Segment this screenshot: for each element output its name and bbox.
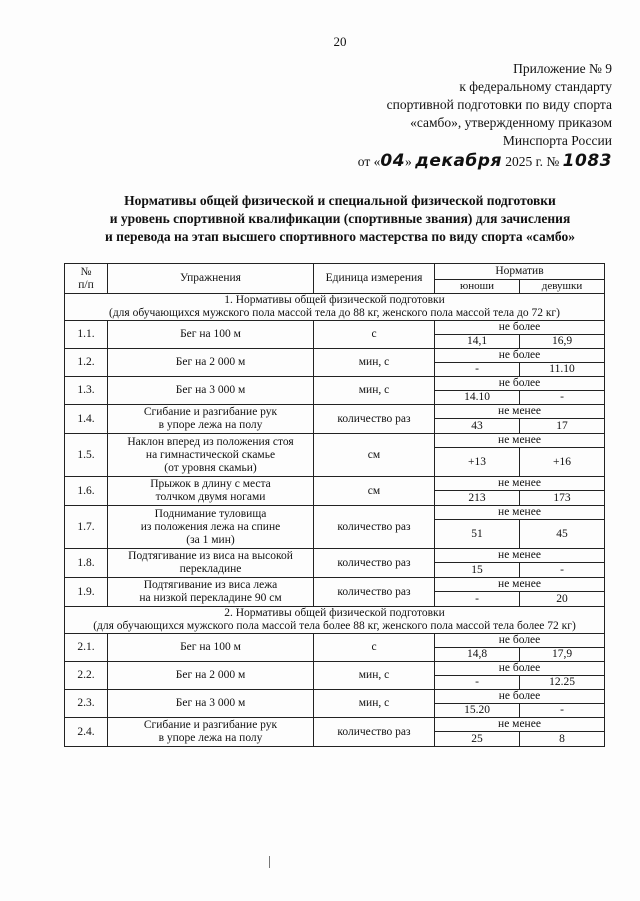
exercise-line: Сгибание и разгибание рук <box>143 719 278 731</box>
condition-cell: не более <box>435 690 605 704</box>
document-title <box>60 192 620 246</box>
order-year: 2025 г. № <box>501 154 563 169</box>
exercise-name <box>108 549 314 578</box>
condition-cell: не более <box>435 662 605 676</box>
row-number: 1.3. <box>65 377 108 405</box>
condition-cell: не менее <box>435 405 605 419</box>
appendix-line: к федеральному стандарту <box>459 79 612 94</box>
girls-value: 12.25 <box>520 676 605 690</box>
table-row <box>65 477 605 491</box>
boys-value: 14,1 <box>435 335 520 349</box>
section-subtitle-text: (для обучающихся мужского пола массой тела более 88 кг, женского пола массой тела более 72 кг) <box>93 620 576 632</box>
exercise-line: Прыжок в длину с места <box>150 478 271 490</box>
order-day: 04 <box>380 151 406 171</box>
condition-cell: не более <box>435 377 605 391</box>
boys-value: 213 <box>435 491 520 506</box>
exercise-line: Наклон вперед из положения стоя <box>127 435 294 448</box>
unit-cell: мин, с <box>314 377 435 405</box>
exercise-name <box>108 377 314 405</box>
boys-value: 25 <box>435 732 520 747</box>
exercise-line: Сгибание и разгибание рук <box>143 406 278 418</box>
appendix-line: «самбо», утвержденному приказом <box>410 115 612 130</box>
unit-cell: количество раз <box>314 549 435 578</box>
order-number: 1083 <box>562 151 612 171</box>
unit-cell: количество раз <box>314 405 435 434</box>
order-prefix: от « <box>357 154 381 169</box>
exercise-name <box>108 321 314 349</box>
girls-value: 16,9 <box>520 335 605 349</box>
exercise-line: Бег на 100 м <box>180 641 241 653</box>
exercise-line: Бег на 3 000 м <box>175 384 246 396</box>
row-number: 1.6. <box>65 477 108 506</box>
unit-cell: с <box>314 321 435 349</box>
exercise-name <box>108 578 314 607</box>
exercise-line: Бег на 3 000 м <box>175 697 246 709</box>
header-boys: юноши <box>435 280 520 294</box>
table-row <box>65 506 605 520</box>
order-month: декабря <box>415 151 502 171</box>
girls-value: - <box>520 704 605 718</box>
unit-cell: количество раз <box>314 578 435 607</box>
header-num: № п/п <box>65 264 108 294</box>
row-number: 1.2. <box>65 349 108 377</box>
title-line: Нормативы общей физической и специальной физической подготовки <box>124 193 556 208</box>
row-number: 1.8. <box>65 549 108 578</box>
boys-value: - <box>435 676 520 690</box>
condition-cell: не менее <box>435 477 605 491</box>
exercise-line: Бег на 2 000 м <box>175 356 246 368</box>
header-exercise: Упражнения <box>108 264 314 294</box>
exercise-line: в упоре лежа на полу <box>158 732 263 744</box>
row-number: 2.3. <box>65 690 108 718</box>
section-title <box>65 607 605 634</box>
exercise-line: на гимнастической скамье <box>145 448 276 461</box>
exercise-line: из положения лежа на спине <box>140 520 281 533</box>
condition-cell: не более <box>435 349 605 363</box>
row-number: 2.1. <box>65 634 108 662</box>
row-number: 1.9. <box>65 578 108 607</box>
unit-cell: с <box>314 634 435 662</box>
section-header-row <box>65 294 605 321</box>
boys-value: 14.10 <box>435 391 520 405</box>
exercise-line: Поднимание туловища <box>154 507 267 520</box>
boys-value: 43 <box>435 419 520 434</box>
table-row <box>65 321 605 335</box>
exercise-name <box>108 718 314 747</box>
boys-value: +13 <box>435 448 520 477</box>
row-number: 2.4. <box>65 718 108 747</box>
boys-value: 15.20 <box>435 704 520 718</box>
section-header-row <box>65 607 605 634</box>
exercise-name <box>108 349 314 377</box>
exercise-line: Бег на 100 м <box>180 328 241 340</box>
exercise-name <box>108 434 314 477</box>
exercise-line: (от уровня скамьи) <box>164 461 257 474</box>
exercise-line: (за 1 мин) <box>186 533 235 546</box>
table-row <box>65 377 605 391</box>
girls-value: - <box>520 563 605 578</box>
table-row <box>65 690 605 704</box>
exercise-name <box>108 662 314 690</box>
boys-value: - <box>435 363 520 377</box>
table-row <box>65 549 605 563</box>
unit-cell: количество раз <box>314 718 435 747</box>
girls-value: 17 <box>520 419 605 434</box>
section-title-text: 1. Нормативы общей физической подготовки <box>224 294 445 306</box>
exercise-line: Бег на 2 000 м <box>175 669 246 681</box>
header-unit: Единица измерения <box>314 264 435 294</box>
table-row <box>65 662 605 676</box>
header-norm: Норматив <box>435 264 605 280</box>
girls-value: 20 <box>520 592 605 607</box>
row-number: 1.7. <box>65 506 108 549</box>
girls-value: 173 <box>520 491 605 506</box>
condition-cell: не менее <box>435 718 605 732</box>
exercise-line: Подтягивание из виса лежа <box>143 579 278 591</box>
girls-value: 45 <box>520 520 605 549</box>
exercise-name <box>108 506 314 549</box>
unit-cell: мин, с <box>314 690 435 718</box>
unit-cell: количество раз <box>314 506 435 549</box>
table-row <box>65 718 605 732</box>
girls-value: 11.10 <box>520 363 605 377</box>
appendix-line: спортивной подготовки по виду спорта <box>386 97 612 112</box>
exercise-line: перекладине <box>179 563 242 575</box>
appendix-block <box>282 60 612 171</box>
exercise-line: Подтягивание из виса на высокой <box>128 550 293 562</box>
table-row <box>65 405 605 419</box>
page-number: 20 <box>333 34 347 49</box>
girls-value: 8 <box>520 732 605 747</box>
row-number: 1.5. <box>65 434 108 477</box>
table-body <box>65 294 605 747</box>
table-row <box>65 634 605 648</box>
condition-cell: не более <box>435 321 605 335</box>
boys-value: 15 <box>435 563 520 578</box>
section-subtitle-text: (для обучающихся мужского пола массой тела до 88 кг, женского пола массой тела до 72 кг) <box>109 307 560 319</box>
exercise-line: в упоре лежа на полу <box>158 419 263 431</box>
unit-cell: см <box>314 434 435 477</box>
order-mid: » <box>405 154 416 169</box>
condition-cell: не менее <box>435 506 605 520</box>
exercise-name <box>108 477 314 506</box>
girls-value: - <box>520 391 605 405</box>
condition-cell: не более <box>435 634 605 648</box>
title-line: и перевода на этап высшего спортивного мастерства по виду спорта «самбо» <box>105 229 575 244</box>
unit-cell: мин, с <box>314 349 435 377</box>
exercise-name <box>108 690 314 718</box>
row-number: 1.1. <box>65 321 108 349</box>
exercise-line: толчком двумя ногами <box>155 491 266 503</box>
section-title-text: 2. Нормативы общей физической подготовки <box>224 607 445 619</box>
norms-table <box>64 263 605 747</box>
header-girls: девушки <box>520 280 605 294</box>
unit-cell: см <box>314 477 435 506</box>
appendix-line: Приложение № 9 <box>513 61 612 76</box>
table-row <box>65 349 605 363</box>
row-number: 1.4. <box>65 405 108 434</box>
table-row <box>65 434 605 448</box>
boys-value: 14,8 <box>435 648 520 662</box>
appendix-line: Минспорта России <box>502 133 612 148</box>
girls-value: +16 <box>520 448 605 477</box>
section-title <box>65 294 605 321</box>
order-line <box>282 152 612 171</box>
title-line: и уровень спортивной квалификации (спортивные звания) для зачисления <box>109 211 571 226</box>
row-number: 2.2. <box>65 662 108 690</box>
exercise-name <box>108 634 314 662</box>
exercise-name <box>108 405 314 434</box>
exercise-line: на низкой перекладине 90 см <box>139 592 282 604</box>
girls-value: 17,9 <box>520 648 605 662</box>
condition-cell: не менее <box>435 434 605 448</box>
table-row <box>65 578 605 592</box>
boys-value: - <box>435 592 520 607</box>
boys-value: 51 <box>435 520 520 549</box>
condition-cell: не менее <box>435 549 605 563</box>
unit-cell: мин, с <box>314 662 435 690</box>
condition-cell: не менее <box>435 578 605 592</box>
margin-mark <box>269 856 270 868</box>
